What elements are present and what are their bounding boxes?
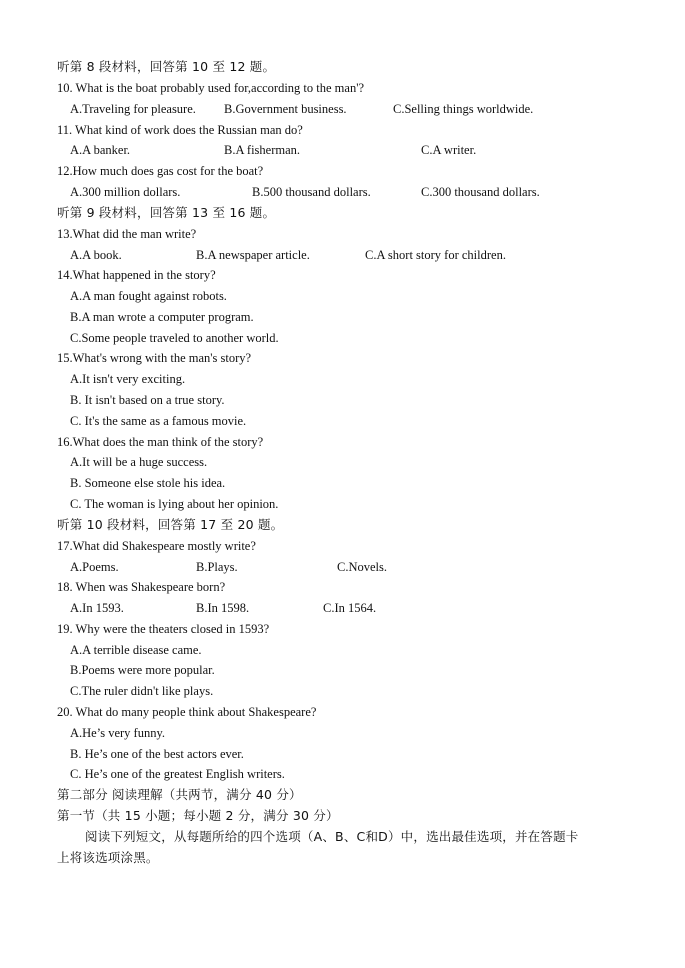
question-16-option-a: A.It will be a huge success. [70, 455, 208, 469]
question-13-option-a: A.A book. [70, 248, 122, 262]
question-18-option-a: A.In 1593. [70, 601, 124, 615]
question-19-stem: 19. Why were the theaters closed in 1593? [57, 622, 270, 636]
question-16-stem: 16.What does the man think of the story? [57, 435, 264, 449]
question-20-option-c: C. He’s one of the greatest English writers. [70, 767, 285, 781]
reading-instruction-line-2: 上将该选项涂黑。 [57, 850, 159, 865]
reading-instruction-line-1: 阅读下列短文，从每题所给的四个选项（A、B、C和D）中，选出最佳选项，并在答题卡 [85, 829, 579, 844]
question-12-option-c: C.300 thousand dollars. [421, 185, 540, 199]
question-20-option-a: A.He’s very funny. [70, 726, 166, 740]
question-19-option-a: A.A terrible disease came. [70, 643, 202, 657]
part-2-heading: 第二部分 阅读理解（共两节，满分 40 分） [57, 787, 302, 802]
question-13-option-c: C.A short story for children. [365, 248, 506, 262]
question-17-option-a: A.Poems. [70, 560, 119, 574]
question-18-stem: 18. When was Shakespeare born? [57, 580, 226, 594]
section-9-header: 听第 9 段材料，回答第 13 至 16 题。 [57, 205, 276, 220]
question-12-option-b: B.500 thousand dollars. [252, 185, 371, 199]
question-18-option-b: B.In 1598. [196, 601, 250, 615]
question-18-option-c: C.In 1564. [323, 601, 377, 615]
question-19-option-c: C.The ruler didn't like plays. [70, 684, 214, 698]
question-11-option-a: A.A banker. [70, 143, 131, 157]
question-20-option-b: B. He’s one of the best actors ever. [70, 747, 244, 761]
question-11-option-b: B.A fisherman. [224, 143, 301, 157]
question-15-option-c: C. It's the same as a famous movie. [70, 414, 247, 428]
question-11-stem: 11. What kind of work does the Russian man do? [57, 123, 303, 137]
question-15-option-a: A.It isn't very exciting. [70, 372, 186, 386]
question-17-option-c: C.Novels. [337, 560, 387, 574]
question-13-stem: 13.What did the man write? [57, 227, 197, 241]
question-16-option-c: C. The woman is lying about her opinion. [70, 497, 279, 511]
question-19-option-b: B.Poems were more popular. [70, 663, 215, 677]
section-10-header: 听第 10 段材料，回答第 17 至 20 题。 [57, 517, 284, 532]
question-10-option-b: B.Government business. [224, 102, 347, 116]
question-20-stem: 20. What do many people think about Shakespeare? [57, 705, 317, 719]
question-12-option-a: A.300 million dollars. [70, 185, 181, 199]
part-2-section-1-heading: 第一节（共 15 小题；每小题 2 分，满分 30 分） [57, 808, 339, 823]
question-13-option-b: B.A newspaper article. [196, 248, 310, 262]
question-11-option-c: C.A writer. [421, 143, 477, 157]
question-10-option-a: A.Traveling for pleasure. [70, 102, 196, 116]
question-12-stem: 12.How much does gas cost for the boat? [57, 164, 264, 178]
question-15-stem: 15.What's wrong with the man's story? [57, 351, 252, 365]
question-15-option-b: B. It isn't based on a true story. [70, 393, 225, 407]
question-17-option-b: B.Plays. [196, 560, 238, 574]
question-14-option-c: C.Some people traveled to another world. [70, 331, 279, 345]
question-10-stem: 10. What is the boat probably used for,according to the man'? [57, 81, 364, 95]
question-16-option-b: B. Someone else stole his idea. [70, 476, 226, 490]
question-10-option-c: C.Selling things worldwide. [393, 102, 534, 116]
question-14-option-a: A.A man fought against robots. [70, 289, 227, 303]
question-17-stem: 17.What did Shakespeare mostly write? [57, 539, 256, 553]
section-8-header: 听第 8 段材料，回答第 10 至 12 题。 [57, 59, 276, 74]
question-14-option-b: B.A man wrote a computer program. [70, 310, 254, 324]
question-14-stem: 14.What happened in the story? [57, 268, 216, 282]
